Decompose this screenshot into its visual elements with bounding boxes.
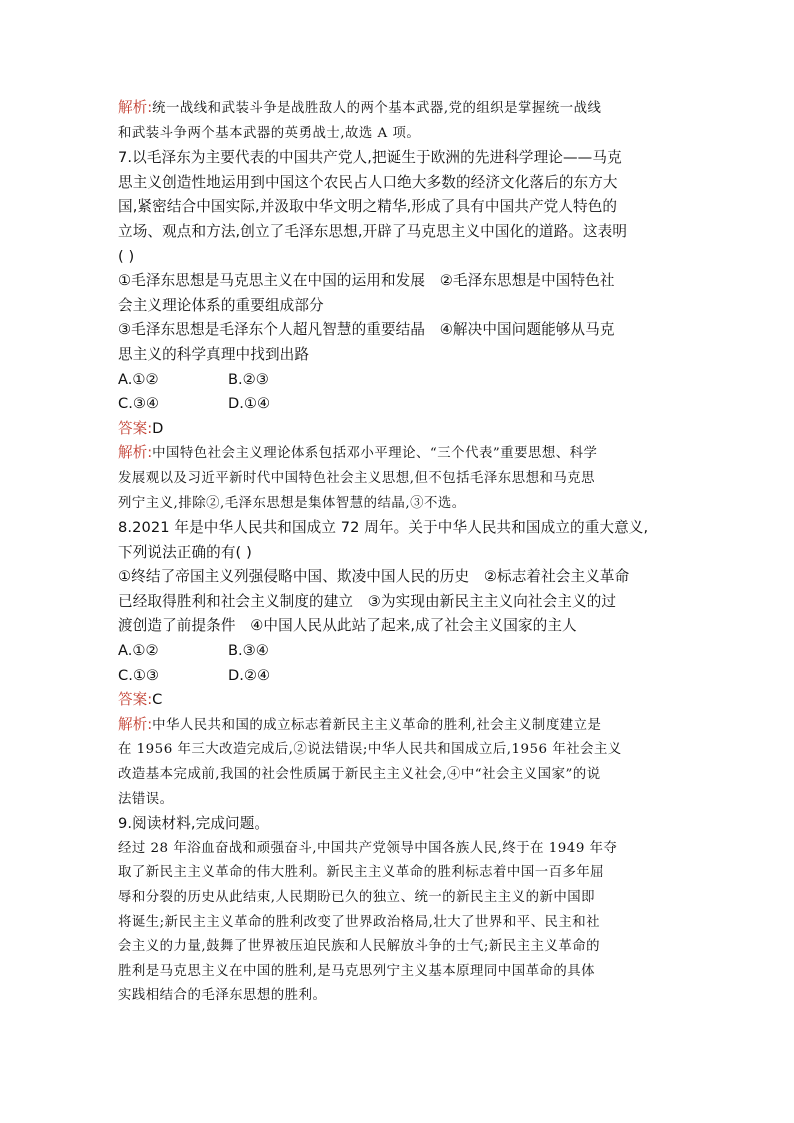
question-stem-line: 下列说法正确的有( ) (118, 543, 252, 561)
answer-line: 答案:D (118, 419, 164, 437)
option-a: A.①② (118, 642, 159, 660)
statement-line: 思主义的科学真理中找到出路 (118, 345, 310, 363)
material-line: 胜利是马克思主义在中国的胜利,是马克思列宁主义基本原理同中国革命的具体 (118, 963, 596, 979)
options-row (118, 639, 678, 664)
answer-tag: 答案 (118, 419, 148, 437)
statement-line: 会主义理论体系的重要组成部分 (118, 296, 324, 314)
explanation-tag: 解析 (118, 99, 148, 116)
answer-blank: ( ) (118, 247, 135, 265)
question-9 (118, 812, 678, 1009)
options-row (118, 368, 678, 393)
options-row (118, 664, 678, 689)
question-stem-line: 思主义创造性地运用到中国这个农民占人口绝大多数的经济文化落后的东方大 (118, 173, 618, 191)
options-row (118, 392, 678, 417)
question-stem-line: 国,紧密结合中国实际,并汲取中华文明之精华,形成了具有中国共产党人特色的 (118, 198, 618, 216)
statement-line: ①毛泽东思想是马克思主义在中国的运用和发展 ②毛泽东思想是中国特色社 (118, 272, 615, 290)
option-d: D.①④ (228, 395, 271, 413)
explanation-line: 改造基本完成前,我国的社会性质属于新民主主义社会,④中“社会主义国家”的说 (118, 767, 601, 783)
explanation-line: 解析:统一战线和武装斗争是战胜敌人的两个基本武器,党的组织是掌握统一战线 (118, 99, 602, 116)
option-b: B.②③ (228, 370, 269, 388)
question-stem-line: 8.2021 年是中华人民共和国成立 72 周年。关于中华人民共和国成立的重大意义, (118, 519, 649, 537)
material-line: 将诞生;新民主主义革命的胜利改变了世界政治格局,壮大了世界和平、民主和社 (118, 914, 601, 930)
material-line: 辱和分裂的历史从此结束,人民期盼已久的独立、统一的新民主主义的新中国即 (118, 890, 596, 905)
answer-line: 答案:C (118, 691, 163, 709)
statement-line: ③毛泽东思想是毛泽东个人超凡智慧的重要结晶 ④解决中国问题能够从马克 (118, 321, 615, 339)
material-line: 实践相结合的毛泽东思想的胜利。 (118, 988, 327, 1004)
option-a: A.①② (118, 370, 159, 388)
explanation-tag: 解析 (118, 444, 148, 462)
question-stem-line: 9.阅读材料,完成问题。 (118, 815, 270, 833)
statement-line: ①终结了帝国主义列强侵略中国、欺凌中国人民的历史 ②标志着社会主义革命 (118, 568, 630, 586)
option-b: B.③④ (228, 642, 269, 660)
explanation-line: 解析:中华人民共和国的成立标志着新民主主义革命的胜利,社会主义制度建立是 (118, 715, 602, 733)
statement-line: 已经取得胜利和社会主义制度的建立 ③为实现由新民主主义向社会主义的过 (118, 592, 617, 610)
option-c: C.③④ (118, 395, 159, 413)
document-page (118, 96, 678, 1009)
explanation-line: 在 1956 年三大改造完成后,②说法错误;中华人民共和国成立后,1956 年社会主义 (118, 742, 622, 758)
explanation-line: 法错误。 (118, 791, 174, 807)
explanation-line: 解析:中国特色社会主义理论体系包括邓小平理论、“三个代表”重要思想、科学 (118, 444, 598, 462)
statement-line: 渡创造了前提条件 ④中国人民从此站了起来,成了社会主义国家的主人 (118, 617, 577, 635)
option-d: D.②④ (228, 666, 271, 684)
question-8 (118, 516, 678, 812)
material-line: 经过 28 年浴血奋战和顽强奋斗,中国共产党领导中国各族人民,终于在 1949 年夺 (118, 840, 618, 856)
answer-value: C (152, 691, 163, 709)
material-line: 取了新民主主义革命的伟大胜利。新民主主义革命的胜利标志着中国一百多年屈 (118, 865, 605, 881)
explanation-line: 和武装斗争两个基本武器的英勇战士,故选 A 项。 (118, 125, 421, 141)
question-stem-line: 立场、观点和方法,创立了毛泽东思想,开辟了马克思主义中国化的道路。这表明 (118, 222, 628, 240)
explanation-line: 列宁主义,排除②,毛泽东思想是集体智慧的结晶,③不选。 (118, 495, 466, 511)
answer-tag: 答案 (118, 691, 148, 709)
explanation-line: 发展观以及习近平新时代中国特色社会主义思想,但不包括毛泽东思想和马克思 (118, 470, 596, 486)
question-7 (118, 146, 678, 516)
material-line: 会主义的力量,鼓舞了世界被压迫民族和人民解放斗争的士气;新民主主义革命的 (118, 939, 601, 955)
explanation-tag: 解析 (118, 715, 148, 733)
option-c: C.①③ (118, 666, 159, 684)
answer-value: D (152, 419, 164, 437)
question-stem-line: 7.以毛泽东为主要代表的中国共产党人,把诞生于欧洲的先进科学理论——马克 (118, 149, 622, 167)
